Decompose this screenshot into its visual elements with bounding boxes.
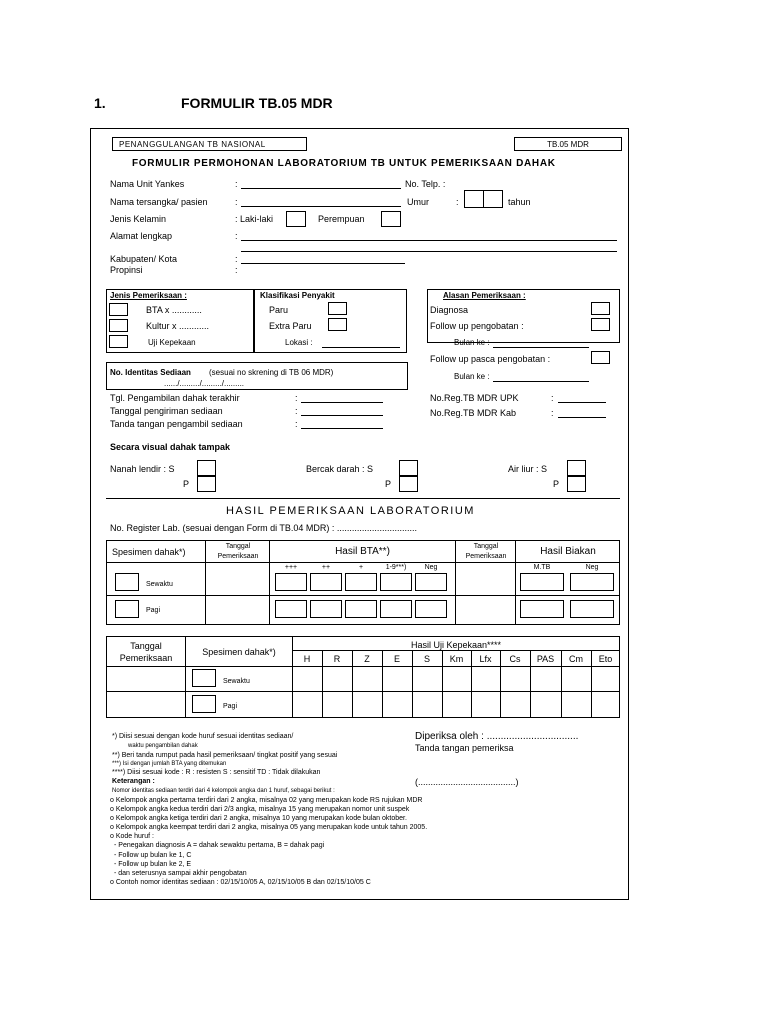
extra-lung-checkbox[interactable] xyxy=(328,318,347,331)
blood-label: Bercak darah : S xyxy=(306,464,374,474)
reg-kab-field[interactable] xyxy=(558,417,606,418)
bta-result-cell[interactable] xyxy=(380,600,412,618)
saliva-s-checkbox[interactable] xyxy=(567,460,586,476)
post-month-label: Bulan ke : xyxy=(454,372,490,381)
sewaktu-label: Sewaktu xyxy=(146,581,173,588)
lab-title: HASIL PEMERIKSAAN LABORATORIUM xyxy=(226,505,475,517)
saliva-label: Air liur : S xyxy=(508,464,548,474)
drug-label: Cm xyxy=(569,654,583,664)
send-date-field[interactable] xyxy=(301,415,383,416)
unit-field[interactable] xyxy=(241,188,401,189)
bta-result-cell[interactable] xyxy=(415,573,447,591)
location-field[interactable] xyxy=(322,347,400,348)
sensitivity-label: Uji Kepekaan xyxy=(148,338,196,347)
pagi-label: Pagi xyxy=(146,607,161,614)
culture-grade-label: M.TB xyxy=(533,564,551,571)
patient-field[interactable] xyxy=(241,206,401,207)
bta-result-cell[interactable] xyxy=(415,600,447,618)
specimen-id-subtitle: (sesuai no skrening di TB 06 MDR) xyxy=(209,368,334,377)
blood-s-checkbox[interactable] xyxy=(399,460,418,476)
specimen-id-title: No. Identitas Sediaan xyxy=(110,368,191,377)
note-line: o Kelompok angka kedua terdiri dari 2/3 angka, misalnya 15 yang merupakan nomor unit suspek xyxy=(110,806,410,813)
lab-date-header: Tanggal xyxy=(225,543,251,550)
age-label: Umur xyxy=(407,197,429,207)
drug-label: Eto xyxy=(598,654,613,664)
bta-result-cell[interactable] xyxy=(275,600,307,618)
province-label: Propinsi xyxy=(110,265,143,275)
sens-sewaktu-label: Sewaktu xyxy=(223,678,250,685)
bta-result-header: Hasil BTA**) xyxy=(335,546,390,557)
sewaktu-specimen-box[interactable] xyxy=(115,573,139,591)
lung-label: Paru xyxy=(269,305,289,315)
followup-label: Follow up pengobatan : xyxy=(430,321,524,331)
specimen-id-pattern: ....../........./........./......... xyxy=(164,379,245,388)
note-line: - dan seterusnya sampai akhir pengobatan xyxy=(114,870,247,877)
bta-result-cell[interactable] xyxy=(310,573,342,591)
bta-result-cell[interactable] xyxy=(345,573,377,591)
signature-label: Tanda tangan pengambil sediaan xyxy=(110,419,243,429)
post-month-field[interactable] xyxy=(493,381,589,382)
examiner-name-line[interactable]: (.......................................) xyxy=(415,777,519,787)
culture-label: Kultur x ............ xyxy=(146,321,210,331)
phone-label: No. Telp. : xyxy=(405,179,446,189)
post-followup-checkbox[interactable] xyxy=(591,351,610,364)
divider xyxy=(106,498,620,499)
bta-grade-label: ++ xyxy=(321,564,331,571)
gender-label: Jenis Kelamin xyxy=(110,214,167,224)
pus-label: Nanah lendir : S xyxy=(110,464,175,474)
drug-label: E xyxy=(393,654,400,664)
culture-grade-label: Neg xyxy=(585,564,599,571)
culture-result-cell[interactable] xyxy=(570,600,614,618)
drug-label: Cs xyxy=(509,654,521,664)
diagnosis-label: Diagnosa xyxy=(430,305,469,315)
years-label: tahun xyxy=(508,197,531,207)
post-followup-label: Follow up pasca pengobatan : xyxy=(430,354,551,364)
reg-upk-label: No.Reg.TB MDR UPK xyxy=(430,393,519,403)
location-label: Lokasi : xyxy=(285,338,313,347)
bta-grade-label: Neg xyxy=(424,564,438,571)
culture-result-cell[interactable] xyxy=(570,573,614,591)
female-label: Perempuan xyxy=(318,214,365,224)
note-line: - Follow up bulan ke 2, E xyxy=(114,861,192,868)
drug-label: Z xyxy=(364,654,370,664)
last-date-field[interactable] xyxy=(301,402,383,403)
culture-result-cell[interactable] xyxy=(520,573,564,591)
section-number: 1. xyxy=(94,95,106,111)
footnote: waktu pengambilan dahak xyxy=(128,743,198,749)
sens-specimen-header: Spesimen dahak*) xyxy=(202,647,276,657)
note-line: Nomor identitas sediaan terdiri dari 4 kelompok angka dan 1 huruf, sebagai berikut : xyxy=(112,788,335,794)
followup-checkbox[interactable] xyxy=(591,318,610,331)
address-label: Alamat lengkap xyxy=(110,231,173,241)
male-label: : Laki-laki xyxy=(235,214,274,224)
culture-result-cell[interactable] xyxy=(520,600,564,618)
sens-pagi-box[interactable] xyxy=(192,695,216,713)
culture-date-header: Tanggal xyxy=(473,543,499,550)
sens-pagi-label: Pagi xyxy=(223,703,238,710)
sens-sewaktu-box[interactable] xyxy=(192,669,216,687)
sens-date-header: Tanggal xyxy=(130,641,162,651)
diagnosis-checkbox[interactable] xyxy=(591,302,610,315)
form-title: FORMULIR PERMOHONAN LABORATORIUM TB UNTUK PEMERIKSAAN DAHAK xyxy=(132,158,556,169)
drug-label: R xyxy=(333,654,341,664)
district-label: Kabupaten/ Kota xyxy=(110,254,178,264)
exam-type-title: Jenis Pemeriksaan : xyxy=(110,291,187,300)
document-heading: FORMULIR TB.05 MDR xyxy=(181,95,333,111)
notes-title: Keterangan : xyxy=(112,778,155,785)
culture-result-header: Hasil Biakan xyxy=(540,546,596,557)
visual-title: Secara visual dahak tampak xyxy=(110,442,231,452)
reg-upk-field[interactable] xyxy=(558,402,606,403)
footnote: ****) Diisi sesuai kode : R : resisten S : sensitif TD : Tidak dilakukan xyxy=(112,769,321,776)
age-digit-1[interactable] xyxy=(464,190,484,208)
note-line: - Follow up bulan ke 1, C xyxy=(114,852,192,859)
followup-month-label: Bulan ke : xyxy=(454,338,490,347)
sensitivity-checkbox[interactable] xyxy=(109,335,128,348)
note-line: o Kelompok angka pertama terdiri dari 2 angka, misalnya 02 yang merupakan kode RS rujukan MDR xyxy=(110,797,423,804)
lung-checkbox[interactable] xyxy=(328,302,347,315)
send-date-label: Tanggal pengiriman sediaan xyxy=(110,406,223,416)
drug-label: PAS xyxy=(536,654,555,664)
female-checkbox[interactable] xyxy=(381,211,401,227)
reason-title: Alasan Pemeriksaan : xyxy=(443,291,526,300)
address-field-1[interactable] xyxy=(241,240,617,241)
age-digit-2[interactable] xyxy=(483,190,503,208)
checked-by: Diperiksa oleh : ................................. xyxy=(415,731,579,742)
drug-label: S xyxy=(423,654,430,664)
pus-s-checkbox[interactable] xyxy=(197,460,216,476)
form-code: TB.05 MDR xyxy=(514,137,622,151)
reg-kab-label: No.Reg.TB MDR Kab xyxy=(430,408,517,418)
note-line: o Kelompok angka ketiga terdiri dari 2 angka, misalnya 10 yang merupakan kode bulan oktober. xyxy=(110,815,407,822)
bta-result-cell[interactable] xyxy=(275,573,307,591)
bta-grade-label: +++ xyxy=(284,564,298,571)
drug-label: Lfx xyxy=(479,654,492,664)
note-line: o Kode huruf : xyxy=(110,833,154,840)
culture-checkbox[interactable] xyxy=(109,319,128,332)
lab-specimen-header: Spesimen dahak*) xyxy=(112,547,186,557)
sens-result-header: Hasil Uji Kepekaan**** xyxy=(410,640,502,650)
note-line: o Kelompok angka keempat terdiri dari 2 angka, misalnya 05 yang merupakan kode untuk tahun 2005. xyxy=(110,824,428,831)
last-date-label: Tgl. Pengambilan dahak terakhir xyxy=(110,393,240,403)
bta-grade-label: + xyxy=(358,564,364,571)
footnote: *) Diisi sesuai dengan kode huruf sesuai identitas sediaan/ xyxy=(112,733,294,740)
bta-checkbox[interactable] xyxy=(109,303,128,316)
signature-field[interactable] xyxy=(301,428,383,429)
address-field-2[interactable] xyxy=(241,251,617,252)
program-label: PENANGGULANGAN TB NASIONAL xyxy=(112,137,307,151)
pus-p-checkbox[interactable] xyxy=(197,476,216,492)
bta-label: BTA x ............ xyxy=(146,305,202,315)
district-field[interactable] xyxy=(241,263,405,264)
followup-month-field[interactable] xyxy=(493,347,589,348)
footnote: **) Beri tanda rumput pada hasil pemeriksaan/ tingkat positif yang sesuai xyxy=(112,752,338,759)
bta-result-cell[interactable] xyxy=(345,600,377,618)
patient-label: Nama tersangka/ pasien xyxy=(110,197,208,207)
saliva-p-checkbox[interactable] xyxy=(567,476,586,492)
bta-grade-label: 1-9***) xyxy=(385,564,407,571)
drug-label: Km xyxy=(449,654,464,664)
footnote: ***) Isi dengan jumlah BTA yang ditemukan xyxy=(112,761,227,767)
male-checkbox[interactable] xyxy=(286,211,306,227)
note-line: o Contoh nomor identitas sediaan : 02/15/10/05 A, 02/15/10/05 B dan 02/15/10/05 C xyxy=(110,879,371,886)
blood-p-checkbox[interactable] xyxy=(399,476,418,492)
note-line: - Penegakan diagnosis A = dahak sewaktu pertama, B = dahak pagi xyxy=(114,842,325,849)
extra-lung-label: Extra Paru xyxy=(269,321,312,331)
unit-label: Nama Unit Yankes xyxy=(110,179,185,189)
classification-title: Klasifikasi Penyakit xyxy=(260,291,335,300)
bta-result-cell[interactable] xyxy=(310,600,342,618)
drug-label: H xyxy=(303,654,311,664)
pagi-specimen-box[interactable] xyxy=(115,600,139,618)
lab-register: No. Register Lab. (sesuai dengan Form di TB.04 MDR) : ................................ xyxy=(110,523,417,533)
signature-caption: Tanda tangan pemeriksa xyxy=(415,743,514,753)
bta-result-cell[interactable] xyxy=(380,573,412,591)
